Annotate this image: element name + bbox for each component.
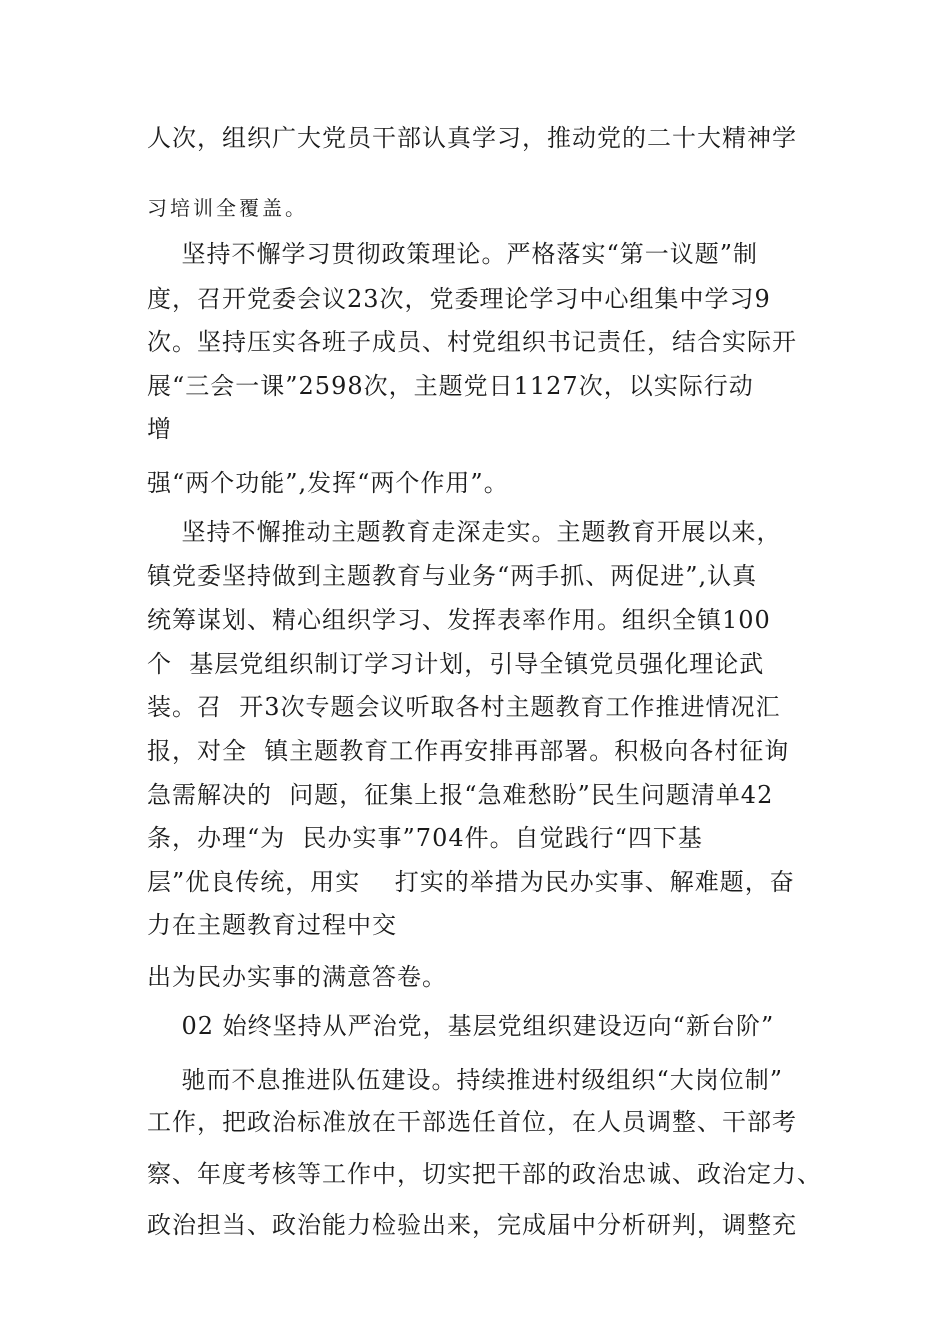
paragraph-line: 坚持不懈推动主题教育走深走实。主题教育开展以来，: [147, 518, 782, 546]
paragraph-line: 个 基层党组织制订学习计划，引导全镇党员强化理论武: [147, 650, 765, 678]
paragraph-line: 出为民办实事的满意答卷。: [147, 963, 447, 991]
paragraph-line: 驰而不息推进队伍建设。持续推进村级组织“大岗位制”: [147, 1066, 784, 1094]
paragraph-line: 条，办理“为 民办实事”704件。自觉践行“四下基: [147, 824, 703, 852]
paragraph-line: 急需解决的 问题，征集上报“急难愁盼”民生问题清单42: [147, 781, 774, 809]
paragraph-line: 装。召 开3次专题会议听取各村主题教育工作推进情况汇: [147, 693, 781, 721]
paragraph-line: 察、年度考核等工作中，切实把干部的政治忠诚、政治定力、: [147, 1160, 822, 1188]
paragraph-line: 次。坚持压实各班子成员、村党组织书记责任，结合实际开: [147, 328, 797, 356]
paragraph-line: 镇党委坚持做到主题教育与业务“两手抓、两促进”,认真: [147, 562, 758, 590]
paragraph-line: 度，召开党委会议23次，党委理论学习中心组集中学习9: [147, 285, 771, 313]
paragraph-line: 层”优良传统，用实 打实的举措为民办实事、解难题，奋: [147, 868, 795, 896]
paragraph-line: 展“三会一课”2598次，主题党日1127次，以实际行动: [147, 372, 754, 400]
text-line-2: 习培训全覆盖。: [147, 196, 308, 220]
text-line-1: 人次，组织广大党员干部认真学习，推动党的二十大精神学: [147, 124, 797, 152]
paragraph-line: 政治担当、政治能力检验出来，完成届中分析研判，调整充: [147, 1211, 797, 1239]
paragraph-line: 力在主题教育过程中交: [147, 911, 397, 939]
paragraph-line: 强“两个功能”,发挥“两个作用”。: [147, 469, 509, 497]
section-heading: 02 始终坚持从严治党，基层党组织建设迈向“新台阶”: [147, 1012, 775, 1040]
paragraph-line: 增: [147, 415, 172, 443]
paragraph-line: 报，对全 镇主题教育工作再安排再部署。积极向各村征询: [147, 737, 790, 765]
paragraph-line: 工作，把政治标准放在干部选任首位，在人员调整、干部考: [147, 1108, 797, 1136]
paragraph-line: 统筹谋划、精心组织学习、发挥表率作用。组织全镇100: [147, 606, 771, 634]
paragraph-line: 坚持不懈学习贯彻政策理论。严格落实“第一议题”制: [147, 240, 759, 268]
